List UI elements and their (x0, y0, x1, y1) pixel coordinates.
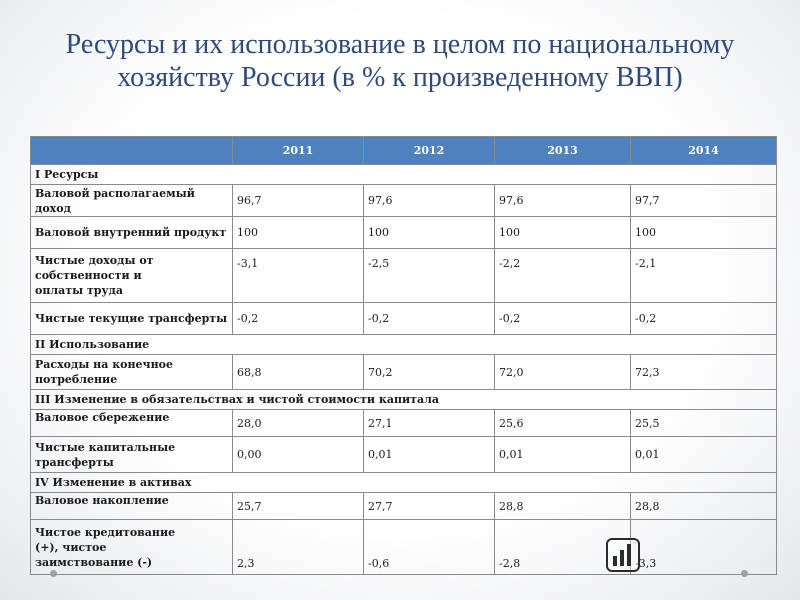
row-label: Валовой располагаемый доход (31, 185, 233, 217)
table-cell: -0,2 (233, 303, 364, 335)
table-cell: 25,6 (495, 410, 631, 437)
row-label: Расходы на конечное потребление (31, 355, 233, 390)
table-cell: 100 (233, 217, 364, 249)
bar-chart-logo-icon (606, 538, 640, 572)
row-label: Валовой внутренний продукт (31, 217, 233, 249)
section-row (31, 165, 777, 185)
title-line-2: хозяйству России (в % к произведенному ВВП) (117, 62, 683, 93)
table-row (31, 520, 777, 575)
table-row (31, 185, 777, 217)
header-row (31, 137, 777, 165)
navigation-dot-icon (50, 570, 57, 577)
year-header: 2011 (233, 137, 364, 165)
year-header: 2012 (364, 137, 495, 165)
table-cell: -2,1 (631, 249, 777, 303)
table-row (31, 249, 777, 303)
table-cell: 96,7 (233, 185, 364, 217)
section-row (31, 473, 777, 493)
table-cell: 25,5 (631, 410, 777, 437)
table-cell: 100 (495, 217, 631, 249)
title-line-1: Ресурсы и их использование в целом по национальному (65, 29, 735, 60)
row-label: Чистые текущие трансферты (31, 303, 233, 335)
table-cell: 70,2 (364, 355, 495, 390)
section-resources: I Ресурсы (31, 165, 777, 185)
table-row (31, 217, 777, 249)
table-cell: -3,3 (631, 520, 777, 575)
table-cell: 97,6 (364, 185, 495, 217)
table-row (31, 437, 777, 473)
table-cell: 0,01 (631, 437, 777, 473)
table-cell: 2,3 (233, 520, 364, 575)
table-cell: 97,6 (495, 185, 631, 217)
table-cell: 27,7 (364, 493, 495, 520)
table-cell: -2,5 (364, 249, 495, 303)
section-row (31, 390, 777, 410)
year-header: 2014 (631, 137, 777, 165)
table-cell: -3,1 (233, 249, 364, 303)
row-label: Чистые капитальные трансферты (31, 437, 233, 473)
table-row (31, 410, 777, 437)
table-cell: 28,8 (495, 493, 631, 520)
table-cell: 28,0 (233, 410, 364, 437)
table-cell: -0,2 (631, 303, 777, 335)
section-liabilities: III Изменение в обязательствах и чистой стоимости капитала (31, 390, 777, 410)
section-usage: II Использование (31, 335, 777, 355)
row-label: Валовое сбережение (31, 410, 233, 437)
table-cell: 27,1 (364, 410, 495, 437)
table-row (31, 303, 777, 335)
row-label: Чистые доходы от собственности и оплаты труда (31, 249, 233, 303)
table-cell: -2,2 (495, 249, 631, 303)
table-cell: -0,2 (495, 303, 631, 335)
row-label: Валовое накопление (31, 493, 233, 520)
table-cell: -0,6 (364, 520, 495, 575)
navigation-dot-icon (741, 570, 748, 577)
table-row (31, 493, 777, 520)
table-cell: 25,7 (233, 493, 364, 520)
slide-title (0, 28, 800, 94)
table-cell: 100 (364, 217, 495, 249)
table-cell: 0,00 (233, 437, 364, 473)
resources-table (30, 136, 777, 575)
table-cell: 0,01 (364, 437, 495, 473)
section-assets: IV Изменение в активах (31, 473, 777, 493)
table-cell: 68,8 (233, 355, 364, 390)
year-header: 2013 (495, 137, 631, 165)
table-cell: 28,8 (631, 493, 777, 520)
table-cell: 72,0 (495, 355, 631, 390)
table-cell: -0,2 (364, 303, 495, 335)
header-empty-cell (31, 137, 233, 165)
table-cell: 97,7 (631, 185, 777, 217)
section-row (31, 335, 777, 355)
table-cell: -2,8 (495, 520, 631, 575)
table-cell: 72,3 (631, 355, 777, 390)
table-row (31, 355, 777, 390)
table-cell: 0,01 (495, 437, 631, 473)
row-label: Чистое кредитование (+), чистое заимствование (-) (31, 520, 233, 575)
table-cell: 100 (631, 217, 777, 249)
